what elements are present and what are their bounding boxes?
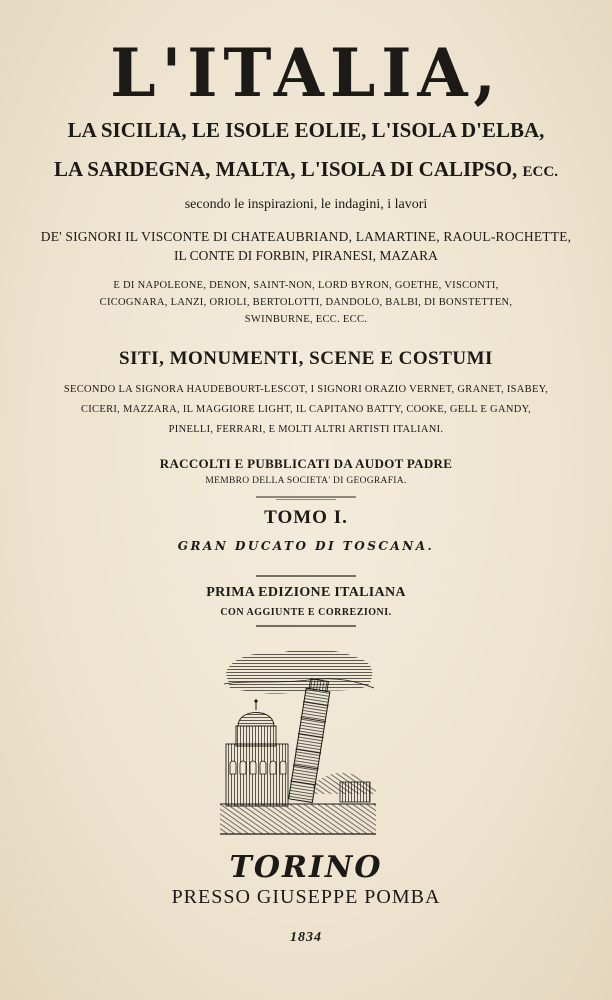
edition-note: CON AGGIUNTE E CORREZIONI.	[220, 607, 392, 618]
publisher-membership: MEMBRO DELLA SOCIETA' DI GEOGRAFIA.	[205, 476, 407, 486]
volume-subject: GRAN DUCATO DI TOSCANA.	[177, 539, 435, 553]
artists-line-2: CICERI, MAZZARA, IL MAGGIORE LIGHT, IL CAPITANO BATTY, COOKE, GELL E GANDY,	[80, 404, 532, 415]
divider-3	[256, 623, 356, 629]
publisher-credit: RACCOLTI E PUBBLICATI DA AUDOT PADRE	[159, 456, 453, 471]
subtitle-line-2-text: LA SARDEGNA, MALTA, L'ISOLA DI CALIPSO,	[54, 157, 518, 181]
signori-line-2: IL CONTE DI FORBIN, PIRANESI, MAZARA	[174, 248, 438, 263]
publisher-name: PRESSO GIUSEPPE POMBA	[171, 886, 441, 908]
artists-line-3: PINELLI, FERRARI, E MOLTI ALTRI ARTISTI ITALIANI.	[168, 424, 444, 435]
subtitle-line-2	[0, 157, 612, 182]
siti-heading: SITI, MONUMENTI, SCENE E COSTUMI	[119, 348, 493, 369]
subtitle-ecc: ECC.	[522, 164, 558, 180]
signori-line-1: DE' SIGNORI IL VISCONTE DI CHATEAUBRIAND, LAMARTINE, RAOUL-ROCHETTE,	[40, 229, 572, 244]
publication-year: 1834	[290, 930, 322, 945]
divider-2	[256, 573, 356, 579]
book-title: L'ITALIA,	[110, 34, 502, 112]
napoleone-line-2: CICOGNARA, LANZI, ORIOLI, BERTOLOTTI, DANDOLO, BALBI, DI BONSTETTEN,	[99, 297, 513, 308]
publication-city: TORINO	[229, 850, 383, 885]
volume-number: TOMO I.	[264, 507, 348, 528]
pisa-vignette-icon	[218, 644, 378, 840]
divider-1	[256, 494, 356, 502]
edition-statement: PRIMA EDIZIONE ITALIANA	[206, 585, 406, 600]
artists-line-1: SECONDO LA SIGNORA HAUDEBOURT-LESCOT, I SIGNORI ORAZIO VERNET, GRANET, ISABEY,	[63, 384, 549, 395]
secondo-line: secondo le inspirazioni, le indagini, i lavori	[184, 197, 428, 212]
napoleone-line-1: E DI NAPOLEONE, DENON, SAINT-NON, LORD BYRON, GOETHE, VISCONTI,	[113, 280, 499, 291]
napoleone-line-3: SWINBURNE, ECC. ECC.	[244, 314, 368, 325]
subtitle-line-1: LA SICILIA, LE ISOLE EOLIE, L'ISOLA D'ELBA,	[67, 118, 545, 142]
